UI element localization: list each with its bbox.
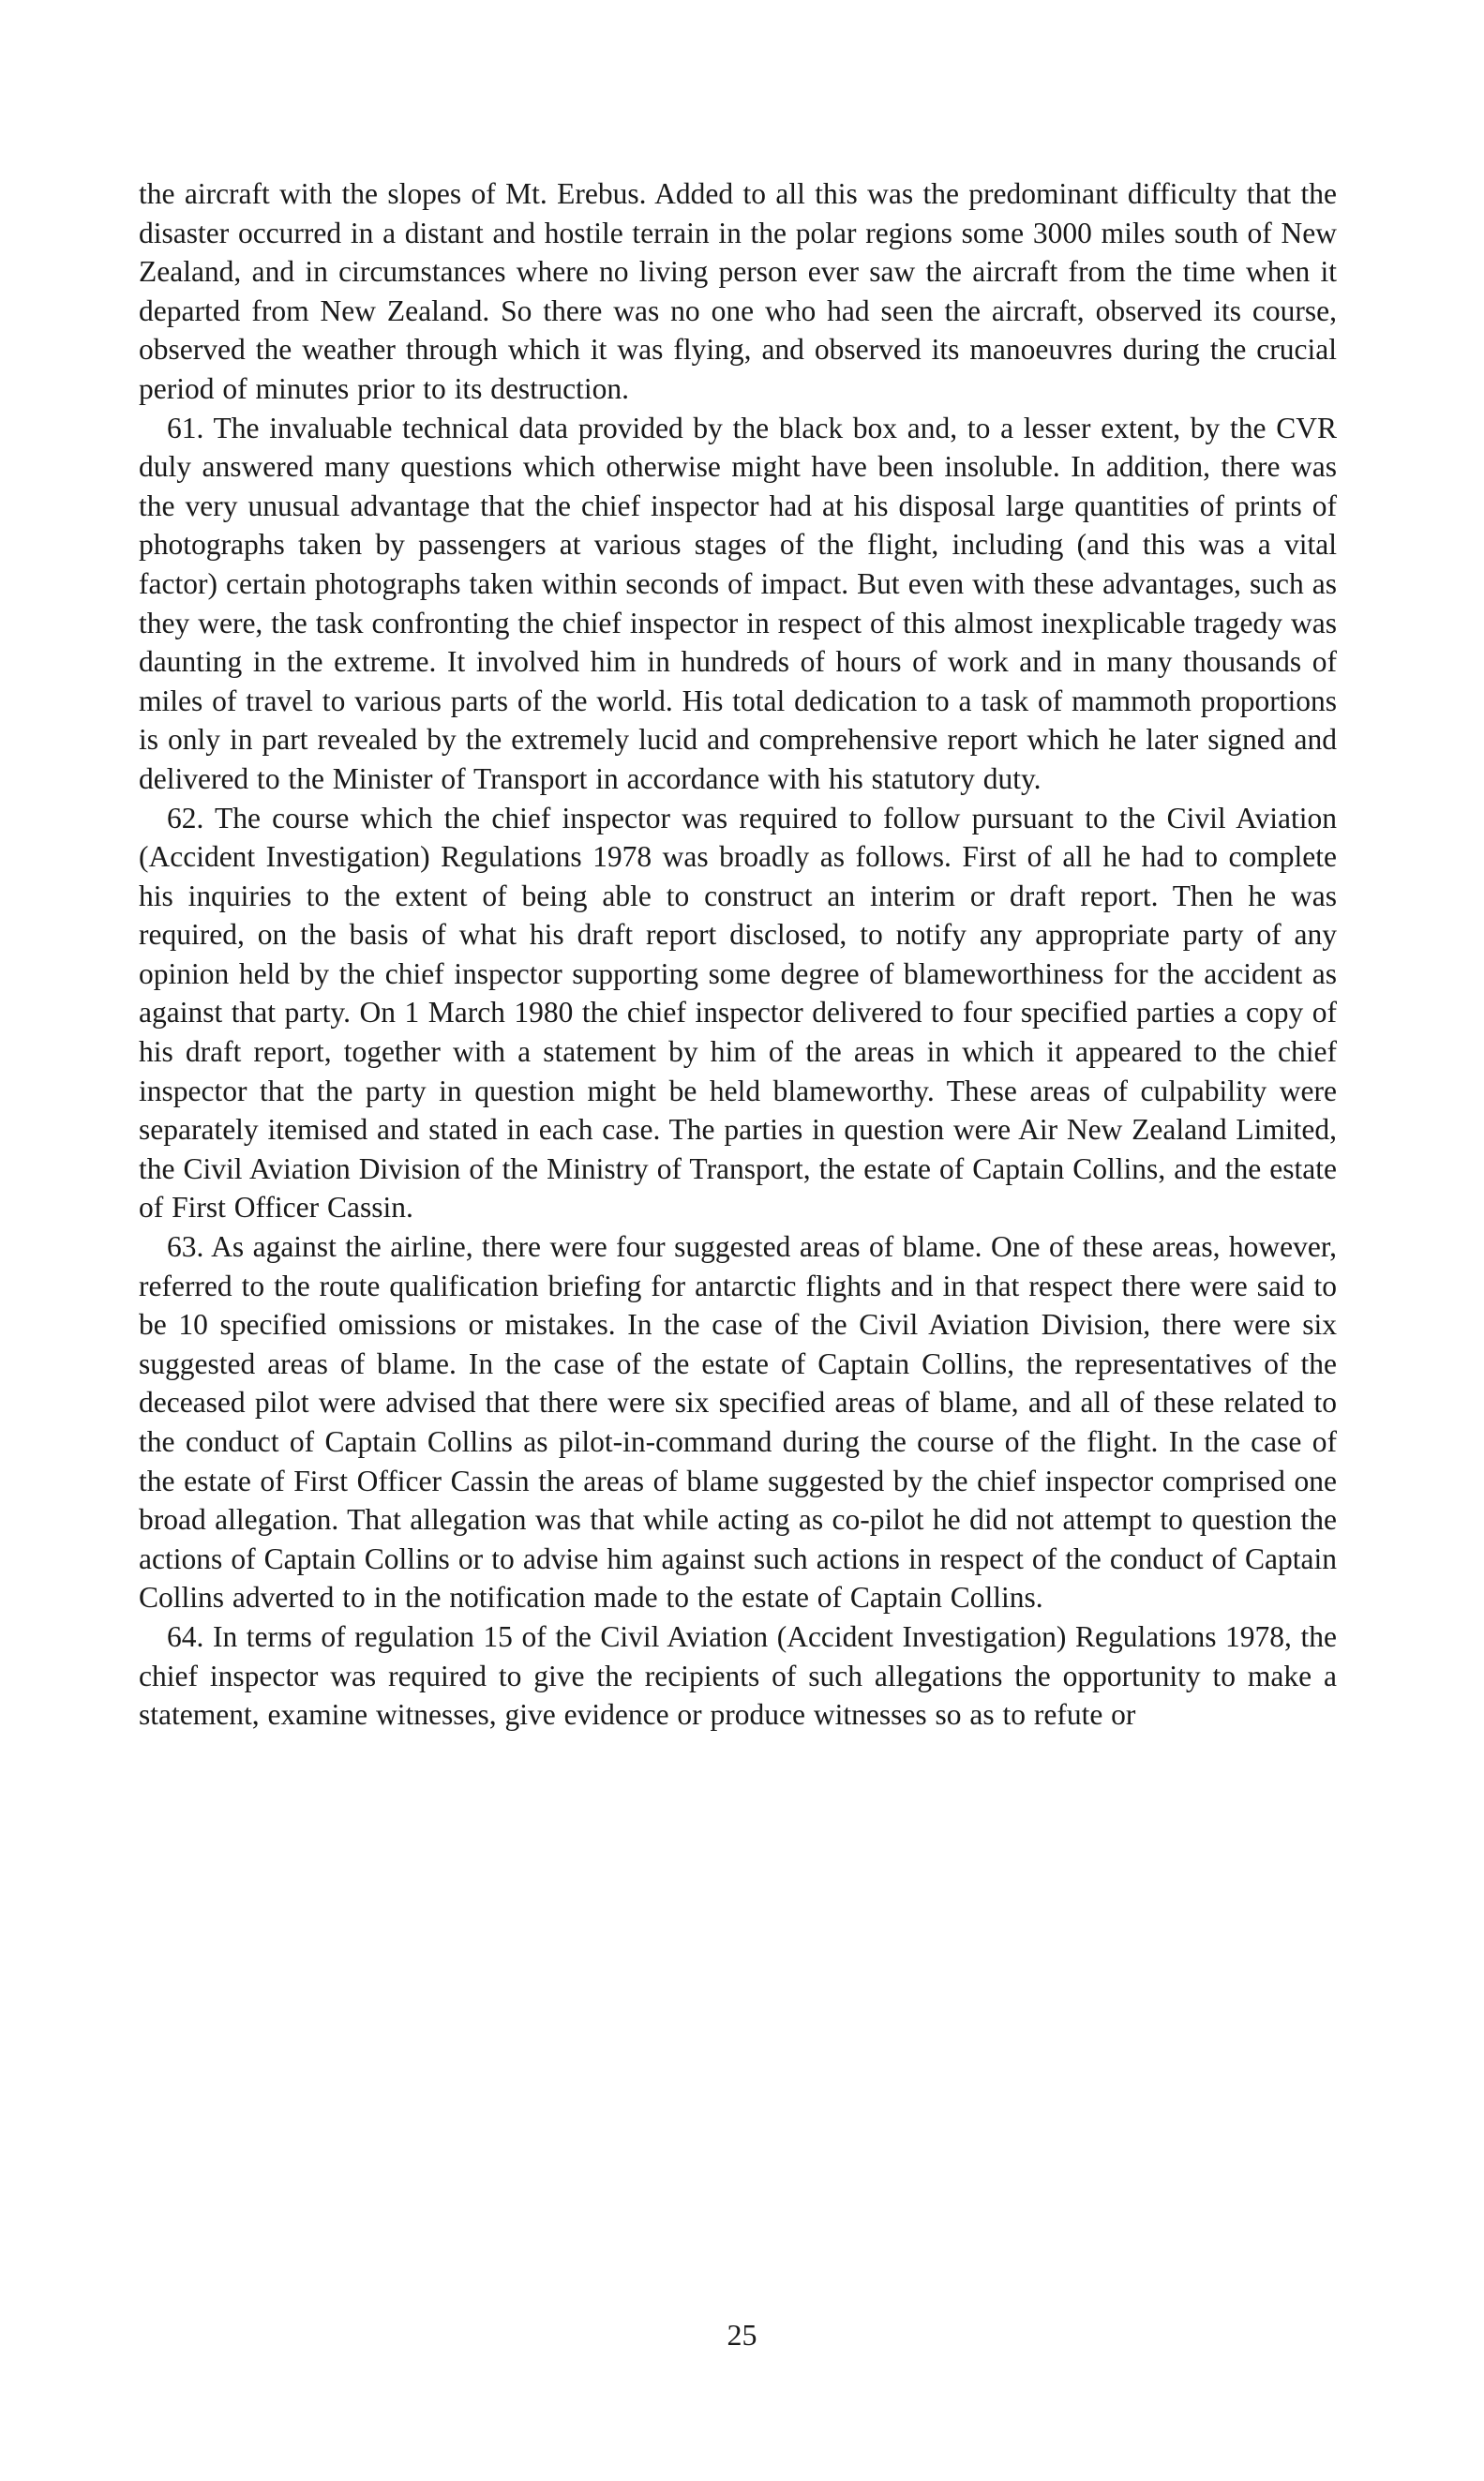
page-body bbox=[139, 174, 1337, 1735]
paragraph-62: 62. The course which the chief inspector was required to follow pursuant to the Civil Aviation (Accident Investigation) Regulations 1978 was broadly as follows. First of all he had to complete his inquiries to the extent of being able to construct an interim or draft report. Then he was required, on the basis of what his draft report disclosed, to notify any appropriate party of any opinion held by the chief inspector supporting some degree of blameworthiness for the accident as against that party. On 1 March 1980 the chief inspector delivered to four specified parties a copy of his draft report, together with a statement by him of the areas in which it appeared to the chief inspector that the party in question might be held blameworthy. These areas of culpability were separately itemised and stated in each case. The parties in question were Air New Zealand Limited, the Civil Aviation Division of the Ministry of Transport, the estate of Captain Collins, and the estate of First Officer Cassin. bbox=[139, 801, 1337, 1225]
page-number: 25 bbox=[727, 2318, 757, 2352]
paragraph-63: 63. As against the airline, there were four suggested areas of blame. One of these areas, however, referred to the route qualification briefing for antarctic flights and in that respect there were said to be 10 specified omissions or mistakes. In the case of the Civil Aviation Division, there were six suggested areas of blame. In the case of the estate of Captain Collins, the representatives of the deceased pilot were advised that there were six specified areas of blame, and all of these related to the conduct of Captain Collins as pilot-in-command during the course of the flight. In the case of the estate of First Officer Cassin the areas of blame suggested by the chief inspector comprised one broad allegation. That allegation was that while acting as co-pilot he did not attempt to question the actions of Captain Collins or to advise him against such actions in respect of the conduct of Captain Collins adverted to in the notification made to the estate of Captain Collins. bbox=[139, 1230, 1337, 1615]
paragraph-64: 64. In terms of regulation 15 of the Civil Aviation (Accident Investigation) Regulations 1978, the chief inspector was required to give the recipients of such allegations the opportunity to make a statement, examine witnesses, give evidence or produce witnesses so as to refute or bbox=[139, 1619, 1337, 1732]
paragraph-61: 61. The invaluable technical data provided by the black box and, to a lesser extent, by the CVR duly answered many questions which otherwise might have been insoluble. In addition, there was the very unusual advantage that the chief inspector had at his disposal large quantities of prints of photographs taken by passengers at various stages of the flight, including (and this was a vital factor) certain photographs taken within seconds of impact. But even with these advantages, such as they were, the task confronting the chief inspector in respect of this almost inexplicable tragedy was daunting in the extreme. It involved him in hundreds of hours of work and in many thousands of miles of travel to various parts of the world. His total dedication to a task of mammoth proportions is only in part revealed by the extremely lucid and comprehensive report which he later signed and delivered to the Minister of Transport in accordance with his statutory duty. bbox=[139, 411, 1337, 795]
paragraph-continued: the aircraft with the slopes of Mt. Erebus. Added to all this was the predominant difficulty that the disaster occurred in a distant and hostile terrain in the polar regions some 3000 miles south of New Zealand, and in circumstances where no living person ever saw the aircraft from the time when it departed from New Zealand. So there was no one who had seen the aircraft, observed its course, observed the weather through which it was flying, and observed its manoeuvres during the crucial period of minutes prior to its destruction. bbox=[139, 177, 1337, 405]
